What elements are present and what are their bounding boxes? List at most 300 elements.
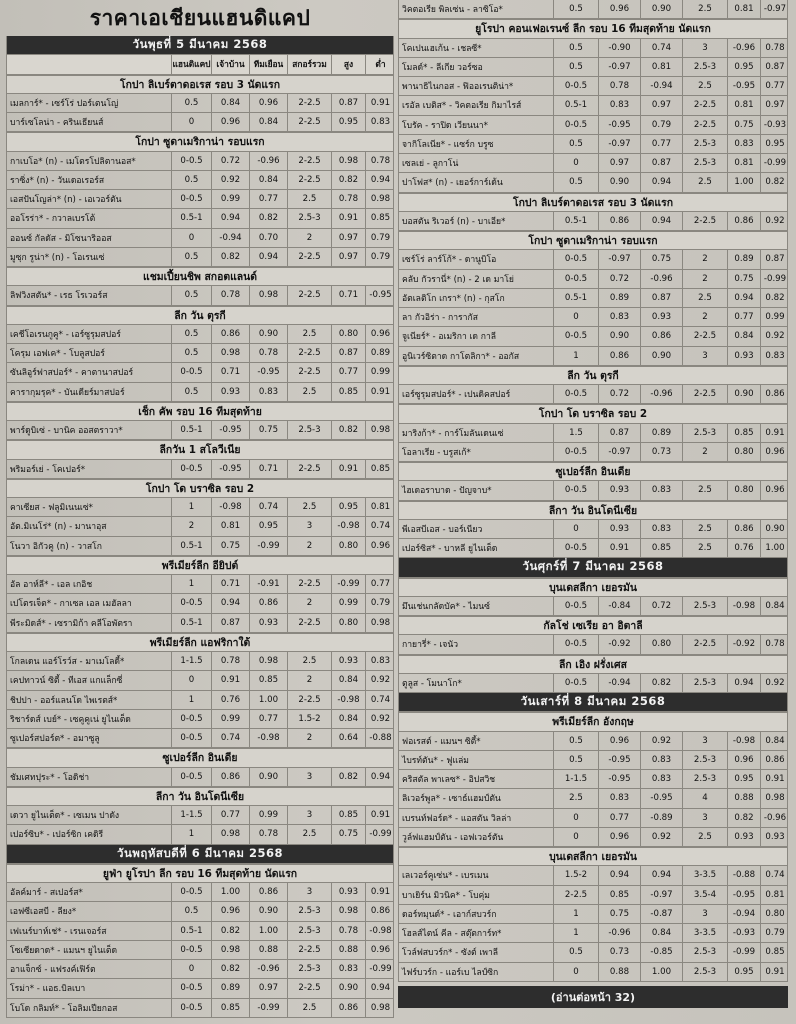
odds-cell: 0.80 <box>331 325 365 343</box>
odds-cell: 0.90 <box>249 325 287 343</box>
odds-cell: 0.90 <box>640 0 682 18</box>
odds-cell: 0.71 <box>211 363 249 381</box>
odds-cell: -0.99 <box>727 943 760 961</box>
league-header: โกปา ซูดาเมริกาน่า รอบแรก <box>399 231 787 250</box>
odds-cell: 2.5 <box>287 652 331 670</box>
odds-cell: 0 <box>171 671 211 689</box>
odds-cell: 0.5 <box>171 171 211 189</box>
odds-cell: 0.75 <box>727 270 760 288</box>
odds-cell: 0.87 <box>331 344 365 362</box>
odds-cell: 0.72 <box>598 270 640 288</box>
right-column <box>398 0 788 982</box>
odds-cell: 0-0.5 <box>171 363 211 381</box>
match-teams: ดอร์ทมุนด์* - เอาก์สบวร์ก <box>402 909 497 920</box>
odds-cell: 0.89 <box>598 289 640 307</box>
odds-cell: 0.74 <box>760 866 789 884</box>
odds-cell: 0-0.5 <box>171 883 211 901</box>
odds-cell: -0.99 <box>249 999 287 1017</box>
odds-cell: 0.91 <box>760 770 789 788</box>
odds-cell: 0.85 <box>331 806 365 824</box>
odds-cell: 0-0.5 <box>171 729 211 747</box>
match-row <box>399 751 787 770</box>
match-row <box>7 941 393 960</box>
odds-cell: 0.93 <box>249 614 287 632</box>
match-teams: ไฟร์บวร์ก - แอร์เบ ไลป์ซิก <box>402 967 499 978</box>
odds-cell: 0.77 <box>727 308 760 326</box>
odds-cell: 0 <box>553 520 598 538</box>
match-row <box>399 635 787 654</box>
odds-cell: 2.5-3 <box>287 960 331 978</box>
match-row <box>399 212 787 231</box>
odds-cell: 0.93 <box>760 828 789 846</box>
odds-cell: 2 <box>287 671 331 689</box>
match-row <box>399 96 787 115</box>
odds-cell: -0.98 <box>331 517 365 535</box>
odds-cell: 0.99 <box>331 594 365 612</box>
odds-cell: 0.86 <box>760 751 789 769</box>
odds-cell: 3 <box>682 39 727 57</box>
odds-cell: 1.00 <box>211 883 249 901</box>
odds-cell: 0.96 <box>598 0 640 18</box>
odds-cell: 0.98 <box>211 941 249 959</box>
odds-cell: 0.97 <box>331 229 365 247</box>
match-row <box>399 347 787 366</box>
odds-cell: -0.98 <box>331 691 365 709</box>
odds-cell: 0 <box>553 809 598 827</box>
odds-cell: -0.97 <box>760 0 789 18</box>
odds-cell: 0.71 <box>331 286 365 304</box>
match-row <box>399 674 787 693</box>
match-teams: คารากุมรุค* - บันเดียร์มาสปอร์ <box>10 387 125 398</box>
match-teams: เอสปันโญล่า* (n) - เอเวอร์ตัน <box>10 195 122 206</box>
odds-cell: -0.95 <box>598 116 640 134</box>
odds-cell: 0.83 <box>365 652 395 670</box>
odds-cell: 0.88 <box>727 789 760 807</box>
odds-cell: 0.72 <box>211 152 249 170</box>
match-teams: ไบรท์ตัน* - ฟูแล่ม <box>402 755 469 766</box>
odds-cell: 0.96 <box>365 325 395 343</box>
odds-cell: 0.98 <box>331 902 365 920</box>
odds-cell: 0-0.5 <box>553 270 598 288</box>
match-teams: คาเซียส - ฟลูมิเนนเซ่* <box>10 503 93 514</box>
odds-cell: 0.93 <box>727 347 760 365</box>
match-row <box>7 113 393 132</box>
odds-cell: -0.85 <box>640 943 682 961</box>
odds-cell: 0.92 <box>760 212 789 230</box>
odds-cell: 0.79 <box>365 248 395 266</box>
odds-cell: 2-2.5 <box>682 635 727 653</box>
odds-cell: 0.85 <box>640 539 682 557</box>
odds-cell: 0.5 <box>171 383 211 401</box>
match-row <box>7 325 393 344</box>
match-teams: เบรนท์ฟอร์ด* - แอสตัน วิลล่า <box>402 813 512 824</box>
odds-cell: 0.86 <box>598 212 640 230</box>
match-row <box>399 924 787 943</box>
match-row <box>399 250 787 269</box>
odds-cell: 2-2.5 <box>287 113 331 131</box>
match-row <box>399 77 787 96</box>
odds-cell: 0.99 <box>365 363 395 381</box>
odds-cell: 0-0.5 <box>171 941 211 959</box>
odds-cell: -0.88 <box>365 729 395 747</box>
odds-cell: 0.85 <box>598 886 640 904</box>
odds-cell: 0.5 <box>171 902 211 920</box>
odds-cell: 0.77 <box>331 363 365 381</box>
odds-cell: -0.97 <box>640 886 682 904</box>
odds-cell: 0.91 <box>365 883 395 901</box>
odds-cell: 0.81 <box>727 96 760 114</box>
odds-cell: 0-0.5 <box>553 116 598 134</box>
league-header: แชมเปี้ยนชิพ สกอตแลนด์ <box>7 267 393 286</box>
match-row <box>7 652 393 671</box>
odds-cell: 0.82 <box>249 209 287 227</box>
odds-cell: 0.87 <box>331 94 365 112</box>
page-title: ราคาเอเชียนแฮนดิแคป <box>89 5 311 30</box>
match-teams: ริชาร์ดส์ เบย์* - เซคูคูเน่ ยูไนเต็ด <box>10 714 131 725</box>
match-row <box>7 691 393 710</box>
match-teams: เคชีโอเรนกูคู* - เอร์ซูรุมสปอร์ <box>10 329 121 340</box>
odds-cell: -0.96 <box>598 924 640 942</box>
column-header: ต่ำ <box>365 55 395 73</box>
odds-cell: 0.81 <box>640 58 682 76</box>
odds-cell: 0.99 <box>760 308 789 326</box>
odds-cell: 0.88 <box>249 941 287 959</box>
odds-cell: 2.5-3 <box>682 751 727 769</box>
odds-cell: 2-2.5 <box>287 691 331 709</box>
match-teams: ตูลูส - โมนาโก* <box>402 678 462 689</box>
odds-cell: 0.98 <box>249 652 287 670</box>
odds-cell: -0.88 <box>727 866 760 884</box>
odds-cell: 0.82 <box>331 171 365 189</box>
league-header: กัลโช่ เซเรีย อา อิตาลี <box>399 616 787 635</box>
odds-cell: 0.82 <box>211 960 249 978</box>
odds-cell: 1.00 <box>727 173 760 191</box>
odds-cell: -0.95 <box>211 460 249 478</box>
odds-cell: 0-0.5 <box>553 597 598 615</box>
odds-cell: 0-0.5 <box>553 443 598 461</box>
odds-cell: 2 <box>171 517 211 535</box>
match-teams: มูซุก รูน่า* (n) - โอเรนเซ่ <box>10 252 105 263</box>
odds-cell: 0.77 <box>211 806 249 824</box>
odds-cell: 0.75 <box>640 250 682 268</box>
odds-cell: 0.91 <box>365 94 395 112</box>
column-header: ทีมเยือน <box>249 55 287 73</box>
league-header: โกปา โด บราซิล รอบ 2 <box>7 479 393 498</box>
match-row <box>7 806 393 825</box>
odds-cell: 3-3.5 <box>682 924 727 942</box>
odds-cell: 0.81 <box>365 498 395 516</box>
odds-cell: 1.00 <box>640 963 682 981</box>
odds-cell: 0.5 <box>171 94 211 112</box>
odds-cell: 0.85 <box>365 460 395 478</box>
odds-cell: 0.81 <box>211 517 249 535</box>
odds-cell: 0-0.5 <box>171 999 211 1017</box>
odds-cell: 1.5-2 <box>553 866 598 884</box>
odds-cell: 0.5 <box>171 344 211 362</box>
match-teams: โกลเดน แอร์โรว์ส - มาเมโลดี้* <box>10 657 125 668</box>
odds-cell: 1 <box>171 498 211 516</box>
odds-cell: 0.82 <box>760 289 789 307</box>
odds-cell: 0.80 <box>727 443 760 461</box>
match-row <box>7 922 393 941</box>
odds-cell: 0.94 <box>640 173 682 191</box>
odds-cell: 0.83 <box>598 96 640 114</box>
match-row <box>7 498 393 517</box>
odds-cell: 0.96 <box>211 902 249 920</box>
odds-cell: 2.5 <box>682 481 727 499</box>
odds-cell: 0.97 <box>760 96 789 114</box>
odds-cell: -0.95 <box>727 77 760 95</box>
odds-cell: 2 <box>287 729 331 747</box>
odds-cell: 0.86 <box>249 883 287 901</box>
odds-cell: 0.84 <box>249 113 287 131</box>
right-odds-table <box>398 0 788 982</box>
odds-cell: 0.81 <box>760 886 789 904</box>
odds-cell: -0.93 <box>727 924 760 942</box>
odds-cell: 0-0.5 <box>553 327 598 345</box>
odds-cell: 0.5 <box>553 732 598 750</box>
odds-cell: -0.95 <box>727 886 760 904</box>
odds-cell: 0.87 <box>640 154 682 172</box>
odds-cell: 0.91 <box>365 383 395 401</box>
odds-cell: 2.5-3 <box>682 424 727 442</box>
odds-cell: 0.99 <box>249 806 287 824</box>
odds-cell: 0.84 <box>249 171 287 189</box>
odds-cell: 0.83 <box>598 789 640 807</box>
league-header: ซูเปอร์ลีก อินเดีย <box>399 462 787 481</box>
odds-cell: 0.90 <box>249 902 287 920</box>
odds-cell: 0.85 <box>249 671 287 689</box>
match-row <box>399 963 787 982</box>
odds-cell: 2.5 <box>287 190 331 208</box>
odds-cell: 0.86 <box>365 902 395 920</box>
odds-cell: 1.00 <box>249 922 287 940</box>
odds-cell: 0.86 <box>211 768 249 786</box>
odds-cell: 0.80 <box>760 905 789 923</box>
odds-cell: 0-0.5 <box>553 481 598 499</box>
odds-cell: 2.5 <box>287 325 331 343</box>
odds-cell: 0.92 <box>640 732 682 750</box>
odds-cell: 0-0.5 <box>171 979 211 997</box>
odds-cell: 0.5-1 <box>553 96 598 114</box>
match-teams: ปาโฟส* (n) - เยอร์การ์เด้น <box>402 178 503 189</box>
odds-cell: 0.64 <box>331 729 365 747</box>
odds-cell: 0.83 <box>640 520 682 538</box>
odds-cell: 0.90 <box>760 520 789 538</box>
odds-cell: 1.5-2 <box>287 710 331 728</box>
odds-cell: 0-0.5 <box>171 460 211 478</box>
match-row <box>399 385 787 404</box>
odds-cell: 2 <box>287 537 331 555</box>
odds-cell: 2.5 <box>287 999 331 1017</box>
match-row <box>399 443 787 462</box>
odds-cell: 0.78 <box>760 39 789 57</box>
odds-cell: -0.92 <box>727 635 760 653</box>
odds-cell: 0.92 <box>365 671 395 689</box>
odds-cell: 1 <box>553 347 598 365</box>
odds-cell: 0.84 <box>727 327 760 345</box>
odds-cell: 0-0.5 <box>171 152 211 170</box>
match-row <box>399 116 787 135</box>
match-teams: เฟเนร์บาห์เช่* - เรนเจอร์ส <box>10 926 107 937</box>
match-row <box>7 517 393 536</box>
odds-cell: 2-2.5 <box>287 575 331 593</box>
match-row <box>399 905 787 924</box>
match-teams: เคปทาวน์ ซิตี้ - ทีเอส แกแล็กซี่ <box>10 676 123 687</box>
odds-cell: 0.98 <box>365 421 395 439</box>
odds-cell: 0.71 <box>249 460 287 478</box>
odds-cell: 0.78 <box>365 152 395 170</box>
odds-cell: 0.99 <box>211 710 249 728</box>
match-row <box>7 710 393 729</box>
league-header: ยูโรปา คอนเฟอเรนซ์ ลีก รอบ 16 ทีมสุดท้าย นัดแรก <box>399 19 787 38</box>
odds-cell: 2.5-3 <box>287 902 331 920</box>
match-teams: โบรัค - ราปิด เวียนนา* <box>402 120 488 131</box>
odds-cell: 0.91 <box>598 539 640 557</box>
odds-cell: 0.77 <box>598 809 640 827</box>
odds-cell: 0.97 <box>331 248 365 266</box>
match-row <box>399 424 787 443</box>
odds-cell: -0.97 <box>598 250 640 268</box>
odds-cell: -0.95 <box>211 421 249 439</box>
match-teams: เซร์โร่ ลาร์โก้* - ดานูบิโอ <box>402 255 497 266</box>
match-teams: มาริงก้า* - การ์โมลันเดนเซ่ <box>402 428 504 439</box>
match-teams: ออนซ์ กัลดัส - มิโซนาริออส <box>10 233 112 244</box>
match-teams: โมลด์* - ลีเกีย วอร์ซอ <box>402 62 483 73</box>
match-row <box>399 732 787 751</box>
odds-cell: 1 <box>553 924 598 942</box>
odds-cell: 1-1.5 <box>171 806 211 824</box>
match-teams: กาเบโอ* (n) - เมโตรโปลิตานอส* <box>10 156 136 167</box>
odds-cell: 0.97 <box>598 154 640 172</box>
odds-cell: 0.84 <box>760 732 789 750</box>
odds-cell: 0.98 <box>331 152 365 170</box>
odds-cell: -0.96 <box>640 385 682 403</box>
odds-cell: 0.88 <box>598 963 640 981</box>
odds-cell: 0.83 <box>331 960 365 978</box>
odds-cell: 0.98 <box>249 286 287 304</box>
odds-cell: 0.95 <box>331 498 365 516</box>
odds-cell: 0-0.5 <box>171 710 211 728</box>
odds-cell: 0.78 <box>211 652 249 670</box>
odds-cell: 0.94 <box>640 866 682 884</box>
odds-cell: 0.83 <box>249 383 287 401</box>
odds-cell: 0.74 <box>365 517 395 535</box>
match-row <box>399 270 787 289</box>
match-teams: โซเซียดาด* - แมนฯ ยูไนเต็ด <box>10 945 118 956</box>
column-header: แฮนดิแคป <box>171 55 211 73</box>
odds-cell: 0.72 <box>598 385 640 403</box>
odds-cell: 2.5-3 <box>682 963 727 981</box>
odds-cell: 0.77 <box>249 710 287 728</box>
odds-cell: 0.98 <box>365 614 395 632</box>
odds-cell: 0.89 <box>640 424 682 442</box>
odds-cell: 0.5 <box>553 173 598 191</box>
odds-cell: -0.94 <box>211 229 249 247</box>
odds-cell: 2-2.5 <box>287 363 331 381</box>
match-row <box>7 286 393 305</box>
odds-cell: 2-2.5 <box>682 96 727 114</box>
odds-cell: 3.5-4 <box>682 886 727 904</box>
continued-note: (อ่านต่อหน้า 32) <box>398 986 788 1008</box>
odds-cell: 0.83 <box>640 770 682 788</box>
odds-cell: 0 <box>553 308 598 326</box>
odds-cell: 0-0.5 <box>553 539 598 557</box>
match-row <box>7 614 393 633</box>
odds-cell: 0.77 <box>365 575 395 593</box>
match-teams: อัต.มิเนโร่* (n) - มานาอุส <box>10 522 107 533</box>
odds-cell: 0 <box>171 960 211 978</box>
odds-cell: 2 <box>287 229 331 247</box>
odds-cell: 0.83 <box>640 481 682 499</box>
match-teams: วูล์ฟแฮมป์ตัน - เอฟเวอร์ตัน <box>402 832 504 843</box>
match-row <box>399 828 787 847</box>
match-row <box>399 135 787 154</box>
odds-cell: 0.98 <box>211 344 249 362</box>
odds-cell: 2-2.5 <box>287 979 331 997</box>
odds-cell: 2.5 <box>682 828 727 846</box>
match-row <box>399 0 787 19</box>
odds-cell: 0.96 <box>211 113 249 131</box>
match-row <box>7 171 393 190</box>
odds-cell: 2-2.5 <box>682 212 727 230</box>
match-row <box>7 190 393 209</box>
odds-cell: -0.94 <box>727 905 760 923</box>
odds-cell: 3-3.5 <box>682 866 727 884</box>
odds-cell: 0.86 <box>331 999 365 1017</box>
match-teams: ซูเปอร์สปอร์ต* - อมาซูลู <box>10 734 100 745</box>
left-odds-table <box>6 36 394 1018</box>
match-teams: ไฮเดอราบาด - ปัญจาบ* <box>402 486 492 497</box>
odds-cell: 0.92 <box>211 171 249 189</box>
odds-cell: 0.94 <box>365 979 395 997</box>
match-row <box>7 883 393 902</box>
odds-cell: 0 <box>171 113 211 131</box>
odds-cell: 0.73 <box>640 443 682 461</box>
odds-cell: 0.96 <box>598 732 640 750</box>
match-teams: กายารี่* - เจนัว <box>402 640 459 651</box>
column-header: สูง <box>331 55 365 73</box>
odds-cell: 2-2.5 <box>287 171 331 189</box>
odds-cell: 0.87 <box>640 289 682 307</box>
odds-cell: -0.87 <box>640 905 682 923</box>
match-row <box>399 289 787 308</box>
match-teams: ลิฟวิงสตัน* - เรธ โรเวอร์ส <box>10 291 108 302</box>
odds-cell: 0.94 <box>365 768 395 786</box>
odds-cell: 4 <box>682 789 727 807</box>
odds-cell: -0.98 <box>727 732 760 750</box>
match-teams: พานาธิไนกอส - ฟิออเรนติน่า* <box>402 82 514 93</box>
match-teams: ลิเวอร์พูล* - เซาธ์แฮมป์ตัน <box>402 794 501 805</box>
odds-cell: 3 <box>682 809 727 827</box>
odds-cell: 0.82 <box>211 248 249 266</box>
odds-cell: 2.5-3 <box>682 58 727 76</box>
match-row <box>7 768 393 787</box>
match-row <box>7 537 393 556</box>
match-teams: อัลค์มาร์ - สเปอร์ส* <box>10 888 83 899</box>
odds-cell: 0.5-1 <box>171 209 211 227</box>
match-row <box>399 943 787 962</box>
odds-cell: 0.96 <box>727 751 760 769</box>
odds-cell: 0.78 <box>249 344 287 362</box>
odds-cell: 2.5-3 <box>682 597 727 615</box>
match-teams: ซันลิอูร์ฟาสปอร์* - คาตานาสปอร์ <box>10 368 134 379</box>
odds-cell: 0.72 <box>640 597 682 615</box>
odds-cell: 2-2.5 <box>553 886 598 904</box>
odds-cell: 2.5 <box>682 539 727 557</box>
column-header: เจ้าบ้าน <box>211 55 249 73</box>
odds-cell: 0.95 <box>760 135 789 153</box>
